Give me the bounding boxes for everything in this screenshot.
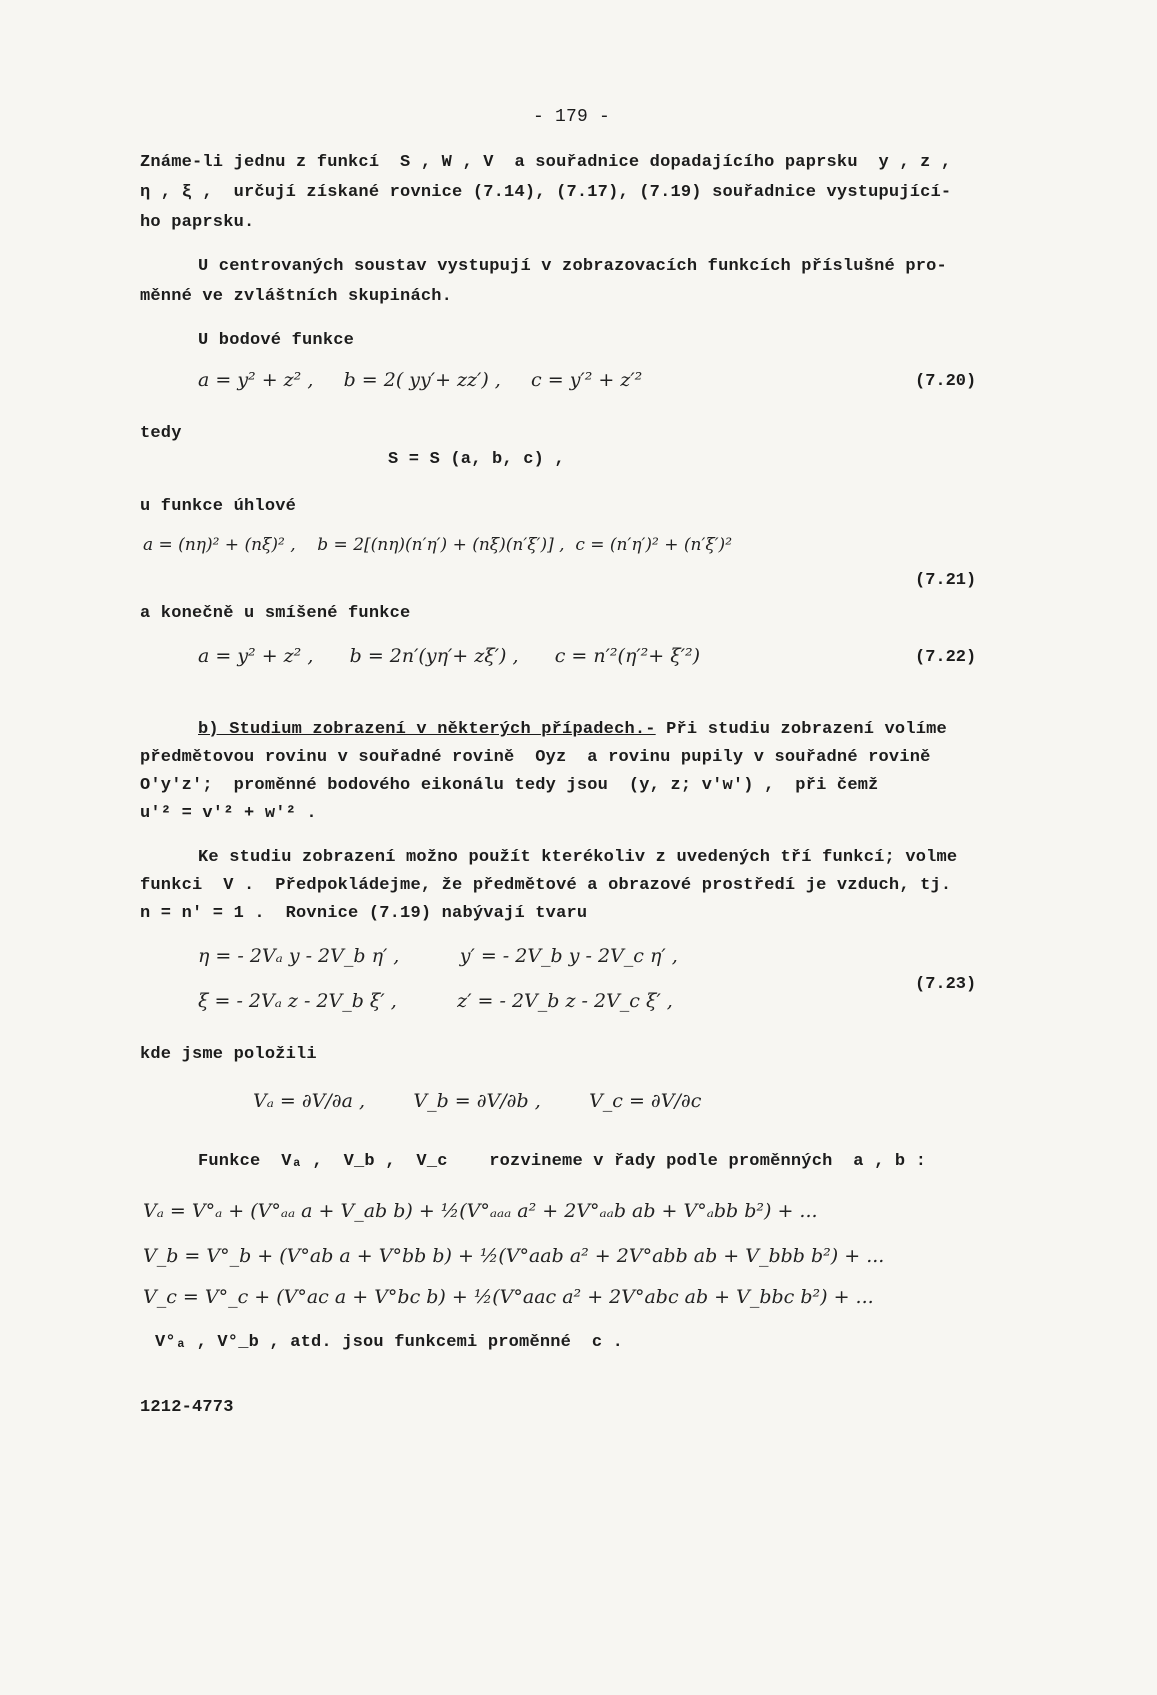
series-line: V_c = V°_c + (V°ac a + V°bc b) + ½(V°aac a² + 2V°abc ab + V_bbc b²) + ... (143, 1286, 874, 1308)
equation-7-21: a = (nη)² + (nξ)² , b = 2[(nη)(n′η′) + (nξ)(n′ξ′)] , c = (n′η′)² + (n′ξ′)² (143, 535, 733, 555)
section-label: a konečně u smíšené funkce (140, 604, 411, 623)
series-line: Vₐ = V°ₐ + (V°ₐₐ a + V_ab b) + ½(V°ₐₐₐ a² + 2V°ₐₐb ab + V°ₐbb b²) + ... (143, 1200, 818, 1222)
paragraph-line: Ke studiu zobrazení možno použít kterékoliv z uvedených tří funkcí; volme (198, 848, 958, 867)
paragraph-line: předmětovou rovinu v souřadné rovině Oyz a rovinu pupily v souřadné rovině (140, 748, 931, 767)
section-b-rest: Při studiu zobrazení volíme (655, 720, 947, 739)
paragraph-line: měnné ve zvláštních skupinách. (140, 287, 453, 306)
page-number: - 179 - (533, 107, 611, 127)
paragraph-line: n = n′ = 1 . Rovnice (7.19) nabývají tvaru (140, 904, 588, 923)
equation-number: (7.22) (915, 648, 977, 667)
paragraph-line: ho paprsku. (140, 213, 255, 232)
series-line: V_b = V°_b + (V°ab a + V°bb b) + ½(V°aab a² + 2V°abb ab + V_bbb b²) + ... (143, 1245, 885, 1267)
section-heading-line (198, 720, 947, 739)
paragraph-line: u′² = v′² + w′² . (140, 804, 317, 823)
paragraph-line: V°ₐ , V°_b , atd. jsou funkcemi proměnné c . (155, 1333, 624, 1352)
section-label: u funkce úhlové (140, 497, 297, 516)
paragraph-line: funkci V . Předpokládejme, že předmětové a obrazové prostředí je vzduch, tj. (140, 876, 952, 895)
equation-7-23-line: η = - 2Vₐ y - 2V_b η′ , y′ = - 2V_b y - 2V_c η′ , (198, 945, 678, 967)
paragraph-word: tedy (140, 424, 182, 443)
paragraph-line: kde jsme položili (140, 1045, 317, 1064)
equation-number: (7.21) (915, 571, 977, 590)
paragraph-line: Funkce Vₐ , V_b , V_c rozvineme v řady podle proměnných a , b : (198, 1152, 927, 1171)
paragraph-line: U centrovaných soustav vystupují v zobrazovacích funkcích příslušné pro- (198, 257, 947, 276)
section-b-title: b) Studium zobrazení v některých případech.- (198, 720, 656, 739)
paragraph-line: O′y′z′; proměnné bodového eikonálu tedy jsou (y, z; v′w′) , při čemž (140, 776, 879, 795)
equation-7-22: a = y² + z² , b = 2n′(yη′+ zξ′) , c = n′²(η′²+ ξ′²) (198, 645, 701, 667)
paragraph-line: Známe-li jednu z funkcí S , W , V a souřadnice dopadajícího paprsku y , z , (140, 153, 952, 172)
equation-7-23-line: ξ = - 2Vₐ z - 2V_b ξ′ , z′ = - 2V_b z - 2V_c ξ′ , (198, 990, 673, 1012)
footer-code: 1212-4773 (140, 1398, 234, 1417)
partial-derivatives: Vₐ = ∂V/∂a , V_b = ∂V/∂b , V_c = ∂V/∂c (253, 1090, 702, 1112)
equation-s: S = S (a, b, c) , (388, 450, 565, 469)
equation-number: (7.23) (915, 975, 977, 994)
section-label: U bodové funkce (198, 331, 355, 350)
equation-7-20: a = y² + z² , b = 2( yy′+ zz′) , c = y′² + z′² (198, 369, 643, 391)
equation-number: (7.20) (915, 372, 977, 391)
paragraph-line: η , ξ , určují získané rovnice (7.14), (7.17), (7.19) souřadnice vystupující- (140, 183, 952, 202)
